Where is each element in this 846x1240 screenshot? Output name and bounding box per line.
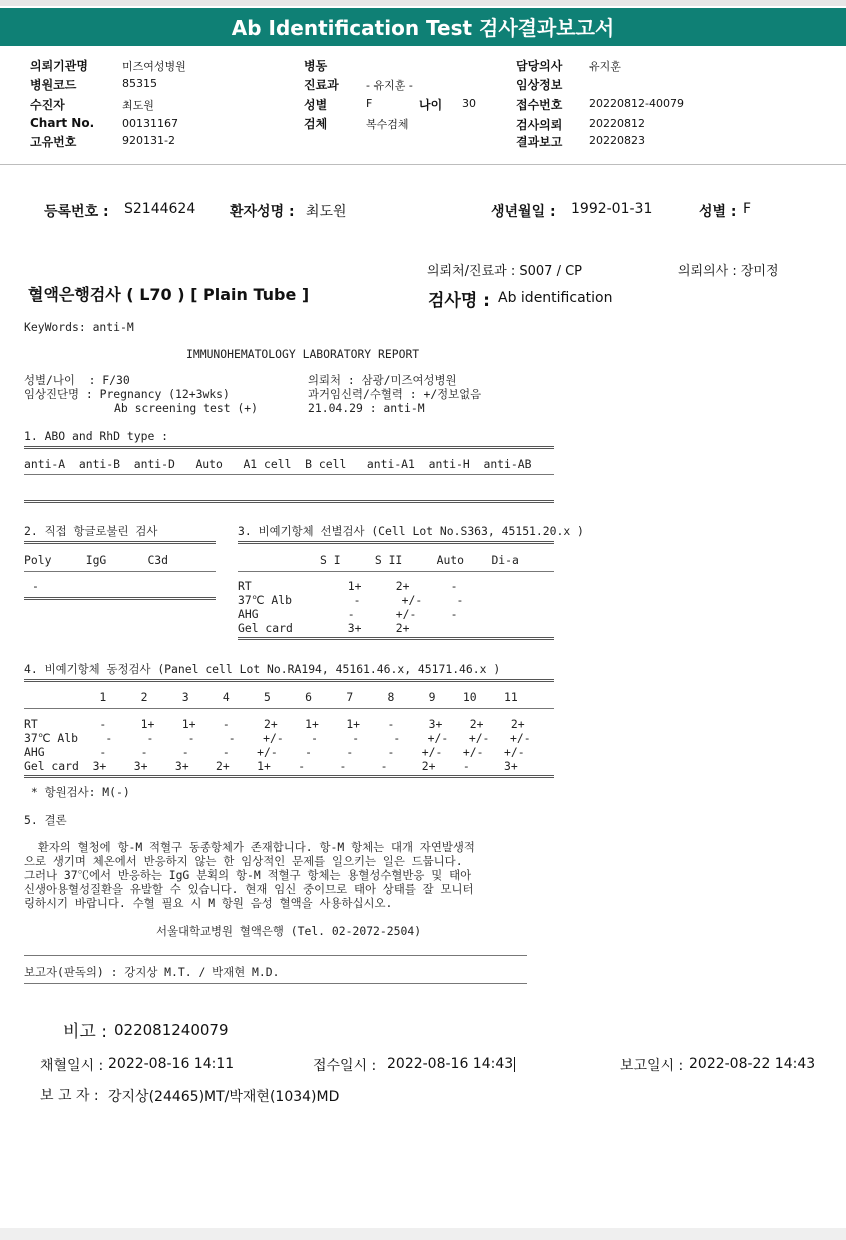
header-field-value: 20220812 [589,117,645,130]
collect-value: 2022-08-16 14:11 [108,1056,235,1072]
note-label: 비고 : [63,1022,107,1042]
rule-double [24,541,216,544]
text-cursor [514,1057,515,1072]
order-doctor: 의뢰의사 : 장미정 [678,264,779,279]
receipt-value-text: 2022-08-16 14:43 [387,1056,514,1072]
report-line: Ab screening test (+) [114,401,259,415]
report-line: AHG - - - - +/- - - - +/- +/- +/- [24,745,525,759]
report-label: 보고일시 : [620,1058,684,1074]
collect-label: 채혈일시 : [40,1058,104,1074]
header-field-label: 결과보고 [516,135,563,149]
sex-value: F [743,201,752,217]
name-label: 환자성명 : [230,204,295,220]
report-line: 4. 비예기항체 동정검사 (Panel cell Lot No.RA194, 45161.46.x, 45171.46.x ) [24,662,501,676]
report-line: RT - 1+ 1+ - 2+ 1+ 1+ - 3+ 2+ 2+ [24,717,525,731]
report-line: 1 2 3 4 5 6 7 8 9 10 11 [24,690,518,704]
reg-value: S2144624 [124,201,196,217]
rule-single [24,571,216,572]
test-name-label: 검사명 : [428,291,490,311]
header-field-value: 유지훈 [589,60,621,73]
report-title: Ab Identification Test 검사결과보고서 [0,8,846,46]
report-line: anti-A anti-B anti-D Auto A1 cell B cell anti-A1 anti-H anti-AB [24,457,532,471]
report-line: Gel card 3+ 2+ [238,621,410,635]
header-field-value: - 유지훈 - [366,79,413,92]
report-line: 37℃ Alb - - - - +/- - - - +/- +/- +/- [24,731,531,745]
header-field-value: 920131-2 [122,134,175,147]
rule-single [24,708,554,709]
rule-single [24,474,554,475]
report-line: 환자의 혈청에 항-M 적혈구 동종항체가 존재합니다. 항-M 항체는 대개 자연발생적 [24,840,475,854]
rule-double [238,637,554,640]
header-field-value: 20220823 [589,134,645,147]
report-line: 37℃ Alb - +/- - [238,593,464,607]
note-value: 022081240079 [114,1021,229,1039]
test-name-value: Ab identification [498,290,613,306]
report-line: KeyWords: anti-M [24,320,134,334]
rule-single [24,983,527,984]
report-line: RT 1+ 2+ - [238,579,458,593]
header-field-label: 병원코드 [30,78,77,92]
report-line: IMMUNOHEMATOLOGY LABORATORY REPORT [186,347,420,361]
top-border [0,0,846,6]
header-field-label: 병동 [304,59,328,73]
header-field-value: 미즈여성병원 [122,60,186,73]
report-line: 과거임신력/수혈력 : +/정보없음 [308,387,482,401]
header-field-value: F [366,97,373,110]
rule-double [24,775,554,778]
report-line: 2. 직접 항글로불린 검사 [24,524,158,538]
report-line: 임상진단명 : Pregnancy (12+3wks) [24,387,230,401]
age-label: 나이 [419,98,443,112]
header-field-label: 검사의뢰 [516,118,563,132]
header-field-label: 수진자 [30,98,65,112]
rule-double [24,500,554,503]
header-field-value: 20220812-40079 [589,97,684,110]
report-line: 서울대학교병원 혈액은행 (Tel. 02-2072-2504) [156,924,422,938]
receipt-value [387,1056,515,1072]
header-field-value: 85315 [122,77,157,90]
header-field-label: 성별 [304,98,328,112]
header-field-label: 담당의사 [516,59,563,73]
reporter-value: 강지상(24465)MT/박재현(1034)MD [108,1089,340,1105]
receipt-label: 접수일시 : [313,1058,377,1074]
report-line: 으로 생기며 체온에서 반응하지 않는 한 임상적인 문제를 일으키는 일은 드뭅니다. [24,854,463,868]
order-dept: 의뢰처/진료과 : S007 / CP [427,264,582,279]
sex-label: 성별 : [699,204,737,220]
report-line: S I S II Auto Di-a [320,553,519,567]
rule-double [24,679,554,682]
report-line: Gel card 3+ 3+ 3+ 2+ 1+ - - - 2+ - 3+ [24,759,518,773]
report-line: Poly IgG C3d [24,553,169,567]
header-field-value: 최도원 [122,99,154,112]
header-field-label: 의뢰기관명 [30,59,88,73]
test-code: 혈액은행검사 ( L70 ) [ Plain Tube ] [28,285,310,304]
report-line: 3. 비예기항체 선별검사 (Cell Lot No.S363, 45151.20.x ) [238,524,584,538]
header-field-label: 고유번호 [30,135,77,149]
report-line: - [32,579,39,593]
rule-single [24,955,527,956]
header-field-label: 진료과 [304,78,339,92]
rule-double [24,446,554,449]
header-field-label: 임상정보 [516,78,563,92]
header-field-value: 복수검체 [366,118,409,131]
rule-double [238,541,554,544]
report-line: 보고자(판독의) : 강지상 M.T. / 박재현 M.D. [24,965,280,979]
report-value: 2022-08-22 14:43 [689,1056,816,1072]
report-line: AHG - +/- - [238,607,458,621]
report-line: 링하시기 바랍니다. 수혈 필요 시 M 항원 음성 혈액을 사용하십시오. [24,896,393,910]
dob-value: 1992-01-31 [571,201,653,217]
report-line: 그러나 37℃에서 반응하는 IgG 분획의 항-M 적혈구 항체는 용혈성수혈반응 및 태아 [24,868,472,882]
reporter-label: 보 고 자 : [40,1088,99,1104]
header-field-label: 접수번호 [516,98,563,112]
report-line: * 항원검사: M(-) [24,785,130,799]
dob-label: 생년월일 : [491,204,556,220]
rule-single [238,571,554,572]
header-field-label: 검체 [304,117,328,131]
report-line: 성별/나이 : F/30 [24,373,130,387]
reg-label: 등록번호 : [44,204,109,220]
rule-double [24,597,216,600]
name-value: 최도원 [306,204,347,220]
bottom-border [0,1228,846,1240]
header-field-label: Chart No. [30,116,95,130]
age-value: 30 [462,97,476,110]
report-line: 21.04.29 : anti-M [308,401,425,415]
header-field-value: 00131167 [122,117,178,130]
report-line: 1. ABO and RhD type : [24,429,169,443]
report-line: 신생아용혈성질환을 유발할 수 있습니다. 현재 임신 중이므로 태아 상태를 잘 모니터 [24,882,474,896]
report-line: 의뢰처 : 삼광/미즈여성병원 [308,373,457,387]
header-divider [0,164,846,165]
report-line: 5. 결론 [24,813,67,827]
